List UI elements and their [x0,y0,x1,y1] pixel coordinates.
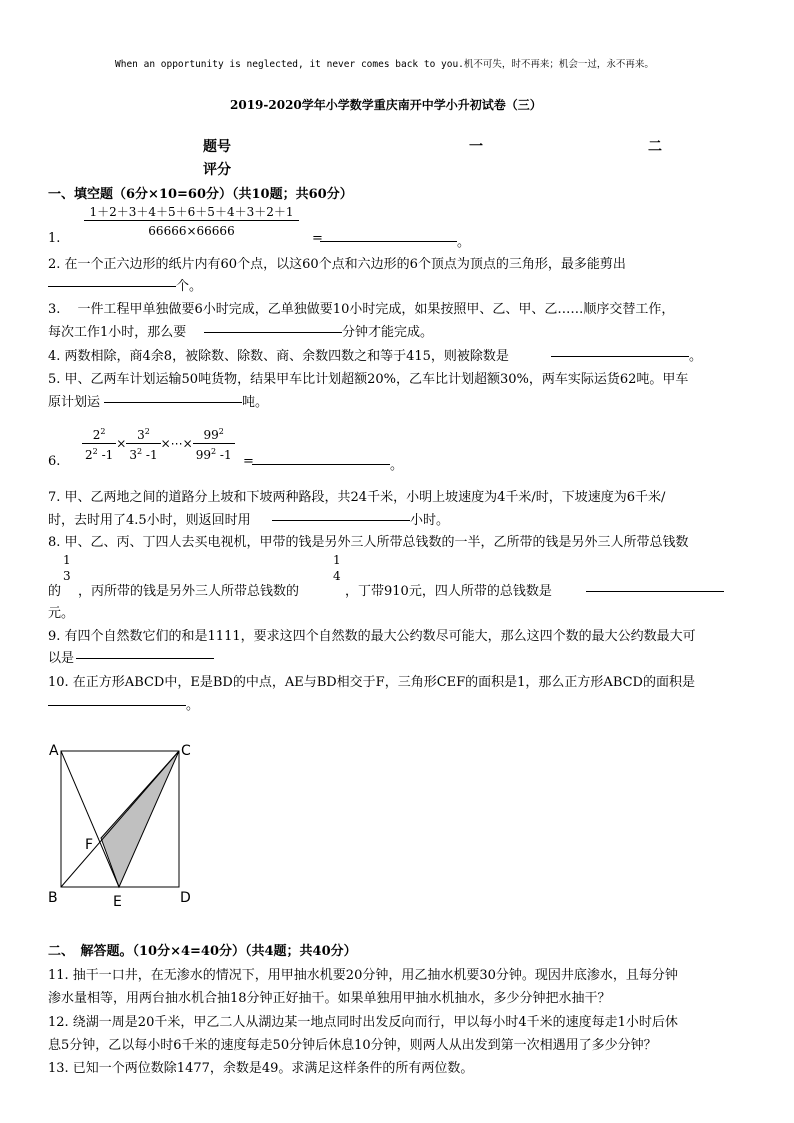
q6-equals: = [243,454,254,469]
q1-answer-blank[interactable] [320,229,457,242]
q8-fraction-one-quarter: 1 4 [333,553,341,583]
q10-end: 。 [186,698,200,713]
q4-answer-blank[interactable] [551,344,689,357]
label-d: D [180,890,191,906]
q12-text: 12. 绕湖一周是20千米，甲乙二人从湖边某一地点同时出发反向而行，甲以每小时4千米的速度每走1小时后休 [48,1015,678,1030]
q6-fraction-2: $\frac{3^2}{3^2 -1}$ [126,424,160,463]
q9-text-line2: 以是 [48,651,75,666]
q8-text-ding: ，丁带910元，四人所带的总钱数是 [345,584,552,599]
label-e: E [113,894,122,910]
q5-text-line2: 原计划运 [48,395,101,410]
q2-text: 2. 在一个正六边形的纸片内有60个点，以这60个点和六边形的6个顶点为顶点的三角形，最多能剪出 [48,257,626,272]
q5-answer-blank[interactable] [104,390,242,403]
q6-fraction-3: $\frac{99^2}{99^2 -1}$ [193,424,235,463]
q2-answer-blank[interactable] [48,274,176,287]
q1-numerator: 1＋2＋3＋4＋5＋6＋5＋4＋3＋2＋1 [84,204,299,221]
triangle-cef [101,751,179,887]
q7-text: 7. 甲、乙两地之间的道路分上坡和下坡两种路段，共24千米，小明上坡速度为4千米/时，下坡速度为6千米/ [48,490,666,505]
q7-answer-blank[interactable] [272,508,410,521]
q3-end: 分钟才能完成。 [342,325,434,340]
q2-end: 个。 [176,279,203,294]
q6-expression: $\frac{2^2}{2^2 -1}$ × $\frac{3^2}{3^2 -1}$ ×⋯× $\frac{99^2}{99^2 -1}$ [82,424,235,463]
q6-end: 。 [390,458,404,473]
q10-answer-blank[interactable] [48,693,186,706]
q11-text: 11. 抽干一口井，在无渗水的情况下，用甲抽水机要20分钟，用乙抽水机要30分钟。现因井底渗水，且每分钟 [48,968,678,983]
q6-answer-blank[interactable] [252,452,390,465]
q8-text: 8. 甲、乙、丙、丁四人去买电视机，甲带的钱是另外三人所带总钱数的一半，乙所带的钱是另外三人所带总钱数 [48,535,689,550]
q8-fraction-one-third: 1 3 [63,553,71,583]
q12-text-line2: 息5分钟，乙以每小时6千米的速度每走50分钟后休息10分钟，则两人从出发到第一次相遇用了多少分钟？ [48,1038,657,1053]
q4-end: 。 [689,349,703,364]
score-table-col1: 一 [469,139,483,155]
q1-number: 1. [48,231,61,246]
q1-equals: = [312,231,323,246]
q8-end: 元。 [48,606,75,621]
label-f: F [85,837,94,853]
q6-fraction-1: $\frac{2^2}{2^2 -1}$ [82,424,116,463]
q13-text: 13. 已知一个两位数除1477，余数是49。求满足这样条件的所有两位数。 [48,1061,474,1076]
q5-text: 5. 甲、乙两车计划运输50吨货物，结果甲车比计划超额20%，乙车比计划超额30%，两车实际运货62吨。甲车 [48,372,689,387]
q5-end: 吨。 [242,395,269,410]
q3-text: 3. 一件工程甲单独做要6小时完成，乙单独做要10小时完成，如果按照甲、乙、甲、乙……顺序交替工作， [48,302,675,317]
score-table-col-label: 题号 [203,139,231,155]
score-table-row-label: 评分 [203,162,231,178]
q7-end: 小时。 [410,513,450,528]
q11-text-line2: 渗水量相等，用两台抽水机合抽18分钟正好抽干。如果单独用甲抽水机抽水，多少分钟把水抽干？ [48,991,611,1006]
section1-heading: 一、填空题（6分×10=60分）（共10题；共60分） [48,187,353,202]
q1-denominator: 66666×66666 [148,224,235,238]
section2-heading: 二、 解答题。（10分×4=40分）（共4题；共40分） [48,944,357,959]
q1-end: 。 [457,235,471,250]
label-a: A [49,743,59,759]
q9-answer-blank[interactable] [76,646,214,659]
q3-text-line2: 每次工作1小时，那么要 [48,325,187,340]
q8-answer-blank[interactable] [586,579,724,592]
q8-text-bing: ，丙所带的钱是另外三人所带总钱数的 [78,584,300,599]
score-table-col2: 二 [648,139,662,155]
q4-text: 4. 两数相除，商4余8，被除数、除数、商、余数四数之和等于415，则被除数是 [48,349,509,364]
q8-text-de: 的 [48,584,62,599]
q9-text: 9. 有四个自然数它们的和是1111，要求这四个自然数的最大公约数尽可能大，那么这四个数的最大公约数最大可 [48,629,696,644]
label-b: B [48,890,58,906]
header-motto: When an opportunity is neglected, it never comes back to you.机不可失，时不再来；机会一过，永不再来。 [115,59,654,70]
label-c: C [181,743,191,759]
square-abcd-figure [40,735,200,910]
segment-ae [61,751,119,887]
q7-text-line2: 时，去时用了4.5小时，则返回时用 [48,513,251,528]
q3-answer-blank[interactable] [204,320,342,333]
q10-text: 10. 在正方形ABCD中，E是BD的中点，AE与BD相交于F，三角形CEF的面积是1，那么正方形ABCD的面积是 [48,675,695,690]
q6-number: 6. [48,454,61,469]
page-title: 2019-2020学年小学数学重庆南开中学小升初试卷（三） [230,98,542,112]
